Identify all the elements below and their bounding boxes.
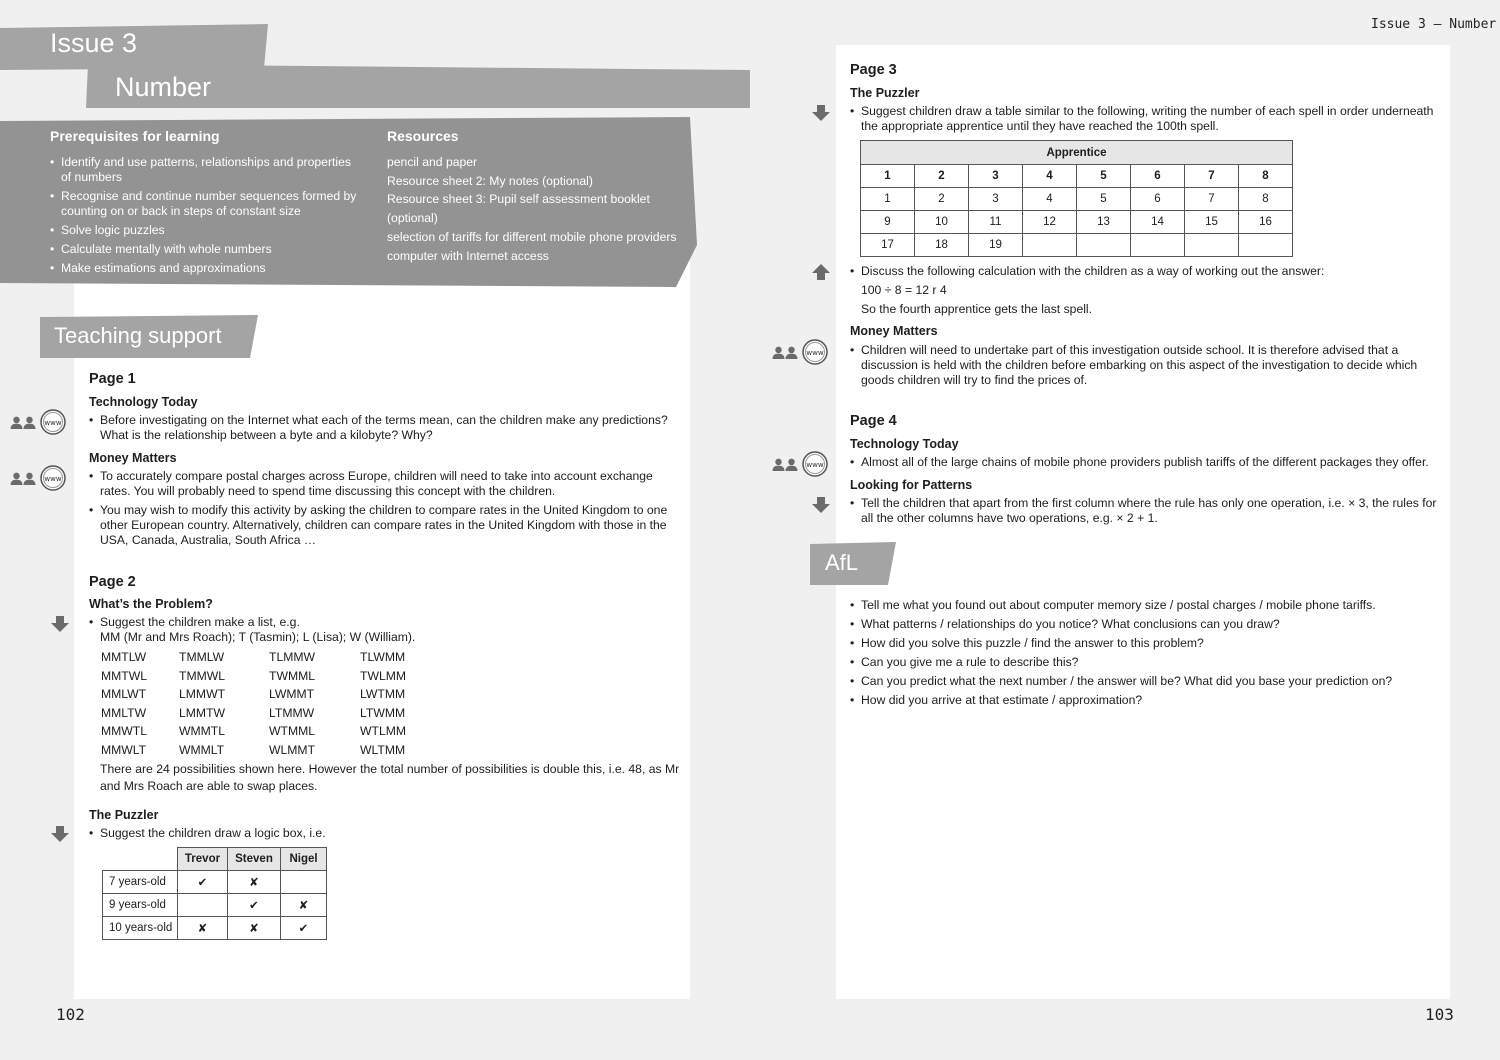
- logic-col-header: Nigel: [281, 848, 327, 871]
- possibility-row: [101, 741, 430, 760]
- apprentice-col-header: 7: [1185, 165, 1239, 188]
- possibility-cell: TWMML: [269, 668, 316, 683]
- page2-puzzler-item: • Suggest the children draw a logic box, i.e.: [89, 826, 684, 841]
- page3-conclusion: So the fourth apprentice gets the last spell.: [861, 302, 1093, 316]
- logic-cell: ✔: [228, 894, 281, 917]
- apprentice-row: [861, 211, 1293, 234]
- logic-row: [103, 871, 327, 894]
- page3-discuss-item: • Discuss the following calculation with the children as a way of working out the answer:: [850, 264, 1445, 279]
- possibility-row: [101, 667, 430, 686]
- resources-heading: Resources: [387, 128, 459, 144]
- apprentice-col-header: 8: [1239, 165, 1293, 188]
- apprentice-cell: 14: [1131, 211, 1185, 234]
- possibility-row: [101, 704, 430, 723]
- apprentice-col-header: 3: [969, 165, 1023, 188]
- page3-puzzler-heading: The Puzzler: [850, 86, 920, 100]
- possibility-cell: WLMMT: [269, 742, 316, 757]
- apprentice-cell: 5: [1077, 188, 1131, 211]
- possibility-cell: LTWMM: [360, 705, 406, 720]
- possibility-cell: MMTWL: [101, 668, 148, 683]
- possibilities-note: There are 24 possibilities shown here. However the total number of possibilities is double this, i.e. 48, as Mr and Mrs Roach are able to swap places.: [100, 762, 680, 793]
- logic-cell: ✔: [178, 871, 228, 894]
- afl-list: [850, 598, 1445, 712]
- prerequisite-item: • Recognise and continue number sequences formed by counting on or back in steps of constant size: [50, 189, 360, 219]
- resource-item: selection of tariffs for different mobile phone providers: [387, 229, 677, 244]
- prerequisite-item: • Identify and use patterns, relationships and properties of numbers: [50, 155, 360, 185]
- page2-problem-item: [89, 615, 684, 645]
- possibility-cell: TLMMW: [269, 650, 316, 665]
- page2-heading: Page 2: [89, 574, 136, 590]
- apprentice-cell: 7: [1185, 188, 1239, 211]
- logic-cell: ✘: [228, 917, 281, 940]
- apprentice-cell: 6: [1131, 188, 1185, 211]
- logic-row: [103, 894, 327, 917]
- arrow-down-icon: [50, 824, 70, 844]
- apprentice-cell: [1185, 234, 1239, 257]
- possibility-cell: MMLWT: [101, 687, 147, 702]
- apprentice-col-header: 4: [1023, 165, 1077, 188]
- logic-box-table: [102, 847, 327, 940]
- page4-patterns-list: [850, 496, 1445, 530]
- page1-money-list: [89, 469, 684, 552]
- resources-list: [387, 153, 692, 265]
- page1-money-item: • You may wish to modify this activity by asking the children to compare rates in the United Kingdom to one other European country. Alternatively, children can compare rates in the United Kingdom with those in the USA, Canada, Australia, South Africa …: [89, 503, 684, 548]
- possibility-cell: LMMWT: [179, 687, 226, 702]
- possibility-cell: WMMTL: [179, 724, 226, 739]
- apprentice-cell: 15: [1185, 211, 1239, 234]
- page4-patterns-heading: Looking for Patterns: [850, 478, 973, 492]
- www-label: www: [806, 461, 824, 469]
- apprentice-row: [861, 188, 1293, 211]
- possibility-cell: WTLMM: [360, 724, 407, 739]
- afl-item: • How did you solve this puzzle / find the answer to this problem?: [850, 636, 1445, 651]
- afl-item: • How did you arrive at that estimate / approximation?: [850, 693, 1445, 708]
- page4-heading: Page 4: [850, 413, 897, 429]
- afl-heading: AfL: [825, 550, 859, 575]
- possibility-cell: WLTMM: [360, 742, 406, 757]
- left-page-number: 102: [56, 1005, 85, 1024]
- page3-puzzler-item: • Suggest children draw a table similar to the following, writing the number of each spell in order underneath the appropriate apprentice until they have reached the 100th spell.: [850, 104, 1445, 134]
- apprentice-cell: 11: [969, 211, 1023, 234]
- right-page-number: 103: [1425, 1005, 1454, 1024]
- logic-cell: ✘: [178, 917, 228, 940]
- group-internet-icon: [772, 450, 828, 483]
- www-label: www: [44, 419, 62, 427]
- page2-problem-text: Suggest the children make a list, e.g.: [100, 615, 300, 629]
- page3-calculation: 100 ÷ 8 = 12 r 4: [861, 283, 947, 297]
- page1-heading: Page 1: [89, 371, 136, 387]
- resource-item: pencil and paper: [387, 155, 478, 169]
- page1-tech-item: • Before investigating on the Internet what each of the terms mean, can the children make any predictions? What is the relationship between a byte and a kilobyte? Why?: [89, 413, 684, 443]
- arrow-up-icon: [811, 262, 831, 282]
- apprentice-cell: 16: [1239, 211, 1293, 234]
- page3-puzzler-list: [850, 104, 1445, 138]
- logic-cell: ✔: [281, 917, 327, 940]
- page1-money-item: • To accurately compare postal charges across Europe, children will need to take into account exchange rates. You will probably need to spend time discussing this concept with the children.: [89, 469, 684, 499]
- possibility-cell: MMLTW: [101, 705, 147, 720]
- prerequisite-item: • Solve logic puzzles: [50, 223, 360, 238]
- page3-money-item: • Children will need to undertake part of this investigation outside school. It is therefore advised that a discussion is held with the children before embarking on this aspect of the investigation to decide which goods children will try to find the prices of.: [850, 343, 1445, 388]
- afl-item: • What patterns / relationships do you notice? What conclusions can you draw?: [850, 617, 1445, 632]
- apprentice-cell: 4: [1023, 188, 1077, 211]
- possibility-cell: MMWTL: [101, 724, 148, 739]
- possibility-cell: TWLMM: [360, 668, 407, 683]
- running-header: Issue 3 — Number: [1371, 17, 1497, 32]
- arrow-down-icon: [811, 103, 831, 123]
- apprentice-row: [861, 234, 1293, 257]
- page1-money-heading: Money Matters: [89, 451, 177, 465]
- logic-col-header: Trevor: [178, 848, 228, 871]
- logic-cell: [281, 871, 327, 894]
- resource-item: Resource sheet 3: Pupil self assessment booklet (optional): [387, 192, 650, 226]
- possibility-cell: LWTMM: [360, 687, 406, 702]
- logic-row-label: 9 years-old: [103, 894, 178, 917]
- arrow-down-icon: [811, 495, 831, 515]
- page1-tech-list: [89, 413, 684, 447]
- page2-puzzler-list: [89, 826, 684, 845]
- afl-item: • Can you predict what the next number / the answer will be? What did you base your prediction on?: [850, 674, 1445, 689]
- page1-tech-heading: Technology Today: [89, 395, 198, 409]
- apprentice-cell: 9: [861, 211, 915, 234]
- possibility-cell: WMMLT: [179, 742, 225, 757]
- apprentice-cell: 19: [969, 234, 1023, 257]
- logic-cell: ✘: [281, 894, 327, 917]
- page3-money-heading: Money Matters: [850, 324, 938, 338]
- possibility-cell: WTMML: [269, 724, 316, 739]
- apprentice-table: [860, 140, 1293, 257]
- apprentice-cell: [1131, 234, 1185, 257]
- prerequisites-heading: Prerequisites for learning: [50, 128, 220, 144]
- possibility-row: [101, 722, 430, 741]
- possibility-cell: TMMWL: [179, 668, 226, 683]
- group-internet-icon: [772, 338, 828, 371]
- page3-discuss-list: [850, 264, 1445, 283]
- apprentice-col-header: 2: [915, 165, 969, 188]
- possibility-row: [101, 685, 430, 704]
- page4-tech-heading: Technology Today: [850, 437, 959, 451]
- logic-cell: [178, 894, 228, 917]
- page4-tech-list: [850, 455, 1445, 474]
- prerequisite-item: • Make estimations and approximations: [50, 261, 360, 276]
- apprentice-cell: 12: [1023, 211, 1077, 234]
- page3-money-list: [850, 343, 1445, 392]
- issue-title: Issue 3: [50, 28, 138, 58]
- topic-title: Number: [115, 72, 212, 102]
- teaching-support-heading: Teaching support: [54, 323, 222, 348]
- apprentice-title: Apprentice: [861, 141, 1293, 165]
- possibility-cell: TLWMM: [360, 650, 406, 665]
- apprentice-cell: 3: [969, 188, 1023, 211]
- possibility-cell: TMMLW: [179, 650, 225, 665]
- possibility-cell: LTMMW: [269, 705, 315, 720]
- page3-heading: Page 3: [850, 62, 897, 78]
- apprentice-cell: [1023, 234, 1077, 257]
- logic-row-label: 7 years-old: [103, 871, 178, 894]
- possibility-row: [101, 648, 430, 667]
- group-internet-icon: [10, 408, 66, 441]
- logic-col-header: Steven: [228, 848, 281, 871]
- apprentice-col-header: 6: [1131, 165, 1185, 188]
- apprentice-col-header: 5: [1077, 165, 1131, 188]
- possibility-cell: MMWLT: [101, 742, 147, 757]
- possibility-cell: LMMTW: [179, 705, 226, 720]
- page2-puzzler-heading: The Puzzler: [89, 808, 159, 822]
- afl-item: • Can you give me a rule to describe this?: [850, 655, 1445, 670]
- logic-row-label: 10 years-old: [103, 917, 178, 940]
- apprentice-cell: 8: [1239, 188, 1293, 211]
- apprentice-col-header: 1: [861, 165, 915, 188]
- apprentice-cell: 13: [1077, 211, 1131, 234]
- logic-cell: ✘: [228, 871, 281, 894]
- prerequisites-list: [50, 155, 360, 280]
- resource-item: Resource sheet 2: My notes (optional): [387, 173, 593, 188]
- apprentice-cell: 2: [915, 188, 969, 211]
- page2-problem-list: [89, 615, 684, 649]
- page4-patterns-item: • Tell the children that apart from the first column where the rule has only one operation, i.e. × 3, the rules for all the other columns have two operations, e.g. × 2 + 1.: [850, 496, 1445, 526]
- apprentice-cell: [1239, 234, 1293, 257]
- page4-tech-item: • Almost all of the large chains of mobile phone providers publish tariffs of the different packages they offer.: [850, 455, 1445, 470]
- group-internet-icon: [10, 464, 66, 497]
- apprentice-cell: 18: [915, 234, 969, 257]
- page2-problem-heading: What’s the Problem?: [89, 597, 213, 611]
- page2-problem-key: MM (Mr and Mrs Roach); T (Tasmin); L (Lisa); W (William).: [100, 630, 416, 644]
- prerequisite-item: • Calculate mentally with whole numbers: [50, 242, 360, 257]
- resource-item: computer with Internet access: [387, 248, 549, 263]
- arrow-down-icon: [50, 614, 70, 634]
- possibility-cell: LWMMT: [269, 687, 315, 702]
- apprentice-cell: 17: [861, 234, 915, 257]
- apprentice-cell: [1077, 234, 1131, 257]
- logic-row: [103, 917, 327, 940]
- possibilities-table: [101, 648, 430, 759]
- www-label: www: [806, 349, 824, 357]
- afl-item: • Tell me what you found out about computer memory size / postal charges / mobile phone tariffs.: [850, 598, 1445, 613]
- www-label: www: [44, 475, 62, 483]
- possibility-cell: MMTLW: [101, 650, 147, 665]
- apprentice-cell: 1: [861, 188, 915, 211]
- apprentice-cell: 10: [915, 211, 969, 234]
